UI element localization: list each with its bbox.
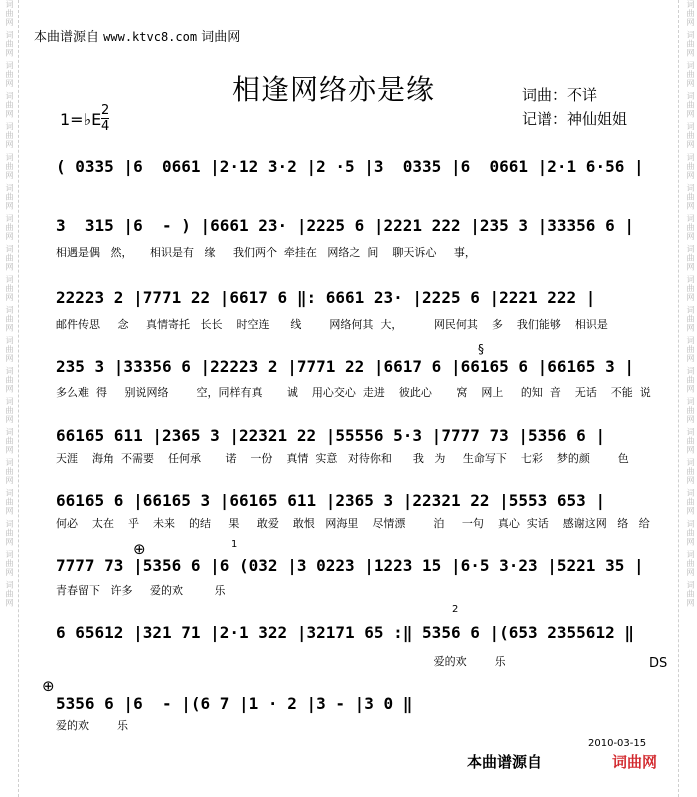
lyric-line-8: 爱的欢 乐: [56, 655, 506, 668]
site-url[interactable]: www.ktvc8.com: [103, 30, 198, 44]
watermark-left: 词曲网 词曲网 词曲网 词曲网 词曲网 词曲网 词曲网 词曲网 词曲网 词曲网 词曲网 词曲网 词曲网 词曲网 词曲网 词曲网 词曲网 词曲网 词曲网 词曲网: [5, 0, 14, 608]
notation-line-2: [56, 214, 656, 238]
volta-2: 2: [452, 604, 459, 615]
score-date: 2010-03-15: [588, 738, 647, 749]
notation-text: ( 0335 |6 0661 |2·12 3·2 |2 ·5 |3 0335 |6 0661 |2·1 6·56 |: [56, 157, 644, 176]
lyric-line-4: 多么难 得 别说网络 空，同样有真 诚 用心交心 走进 彼此心 窝 网上 的知 音 无话 不能 说: [56, 386, 651, 399]
notation-line-1: [56, 155, 656, 179]
notation-line-5: [56, 424, 656, 448]
lyric-line-6: 何必 太在 乎 未来 的结 果 敢爱 敢恨 网海里 尽情漂 泊 一句 真心 实话 感谢这网 络 给: [56, 517, 650, 530]
notation-text: 235 3 |33356 6 |22223 2 |7771 22 |6617 6 |66165 6 |66165 3 |: [56, 357, 634, 376]
time-top: 2: [101, 103, 110, 118]
notation-text: 3 315 |6 - ) |6661 23· |2225 6 |2221 222 |235 3 |33356 6 |: [56, 216, 634, 235]
notation-line-4: [56, 355, 656, 379]
time-bottom: 4: [101, 119, 110, 134]
time-signature: [101, 104, 109, 133]
watermark-right: 词曲网 词曲网 词曲网 词曲网 词曲网 词曲网 词曲网 词曲网 词曲网 词曲网 词曲网 词曲网 词曲网 词曲网 词曲网 词曲网 词曲网 词曲网 词曲网 词曲网: [686, 0, 695, 608]
lyric-line-3: 邮件传思 念 真情寄托 长长 时空连 线 网络何其 大， 网民何其 多 我们能够 相识是: [56, 318, 608, 331]
site-header: [34, 26, 240, 45]
segno-mark: §: [478, 342, 484, 356]
song-title: 相逢网络亦是缘: [232, 73, 436, 106]
notation-line-6: [56, 489, 656, 513]
source-prefix: 本曲谱源自: [34, 30, 100, 45]
notation-text: 7777 73 |5356 6 |6 (032 |3 0223 |1223 15 |6·5 3·23 |5221 35 |: [56, 556, 644, 575]
composer-credit: 词曲：不详: [522, 86, 598, 104]
notation-text: 66165 6 |66165 3 |66165 611 |2365 3 |22321 22 |5553 653 |: [56, 491, 606, 510]
ds-mark: DS: [649, 656, 668, 671]
lyric-line-9: 爱的欢 乐: [56, 719, 128, 732]
notation-text: 6 65612 |321 71 |2·1 322 |32171 65 :‖ 5356 6 |(653 2355612 ‖: [56, 623, 634, 642]
site-name: 词曲网: [201, 30, 241, 45]
left-margin-rule: [18, 0, 19, 797]
notation-text: 22223 2 |7771 22 |6617 6 ‖: 6661 23· |2225 6 |2221 222 |: [56, 288, 596, 307]
footer-logo: 词曲网: [612, 753, 658, 771]
transcriber-credit: 记谱：神仙姐姐: [522, 110, 628, 128]
lyric-line-5: 天涯 海角 不需要 任何承 诺 一份 真情 实意 对待你和 我 为 生命写下 七彩 梦的颜 色: [56, 452, 629, 465]
footer-source: 本曲谱源自: [467, 753, 543, 771]
volta-1: 1: [231, 539, 238, 550]
notation-text: 66165 611 |2365 3 |22321 22 |55556 5·3 |7777 73 |5356 6 |: [56, 426, 606, 445]
notation-line-9: [56, 692, 656, 716]
notation-line-7: [56, 554, 656, 578]
notation-line-8: [56, 621, 656, 645]
key-signature: 1=♭E: [60, 110, 102, 129]
lyric-line-7: 青春留下 许多 爱的欢 乐: [56, 584, 226, 597]
right-margin-rule: [678, 0, 679, 797]
lyric-line-2: 相遇是偶 然， 相识是有 缘 我们两个 牵挂在 网络之 间 聊天诉心 事，: [56, 246, 476, 259]
notation-line-3: [56, 286, 656, 310]
coda-symbol-1: ⊕: [133, 540, 146, 558]
notation-text: 5356 6 |6 - |(6 7 |1 · 2 |3 - |3 0 ‖: [56, 694, 413, 713]
coda-symbol-2: ⊕: [42, 677, 55, 695]
